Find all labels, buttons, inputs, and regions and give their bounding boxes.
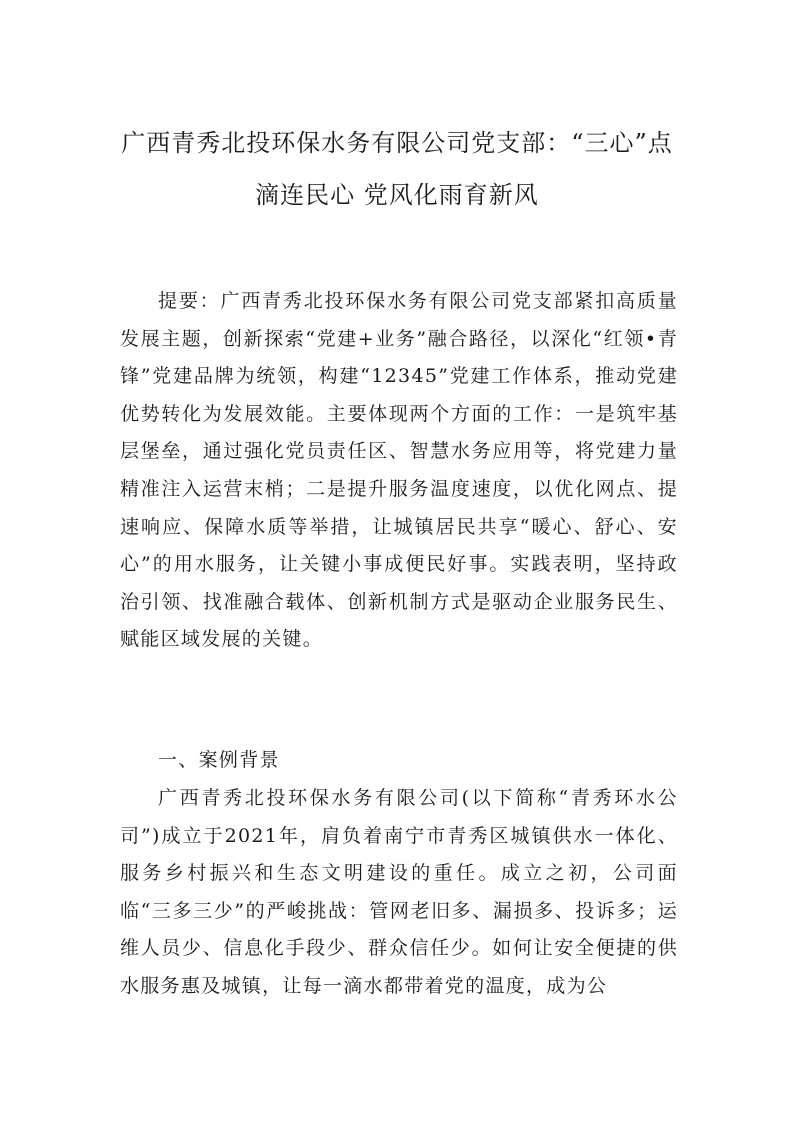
section-heading-background: 一、案例背景 (158, 749, 280, 771)
abstract-paragraph: 提要：广西青秀北投环保水务有限公司党支部紧扣高质量发展主题，创新探索“党建+业务”融合路径，以深化“红领•青锋”党建品牌为统领，构建“12345”党建工作体系，推动党建优势转化为发展效能。主要体现两个方面的工作：一是筑牢基层堡垒，通过强化党员责任区、智慧水务应用等，将党建力量精准注入运营末梢；二是提升服务温度速度，以优化网点、提速响应、保障水质等举措，让城镇居民共享“暖心、舒心、安心”的用水服务，让关键小事成便民好事。实践表明，坚持政治引领、找准融合载体、创新机制方式是驱动企业服务民生、赋能区域发展的关键。 (120, 290, 678, 651)
background-paragraph: 广西青秀北投环保水务有限公司(以下简称“青秀环水公司”)成立于2021年，肩负着南宁市青秀区城镇供水一体化、服务乡村振兴和生态文明建设的重任。成立之初，公司面临“三多三少”的严峻挑战：管网老旧多、漏损多、投诉多；运维人员少、信息化手段少、群众信任少。如何让安全便捷的供水服务惠及城镇，让每一滴水都带着党的温度，成为公 (120, 787, 678, 997)
document-title-line-1: 广西青秀北投环保水务有限公司党支部：“三心”点 (121, 129, 673, 157)
document-title-line-2: 滴连民心 党风化雨育新风 (255, 181, 539, 209)
